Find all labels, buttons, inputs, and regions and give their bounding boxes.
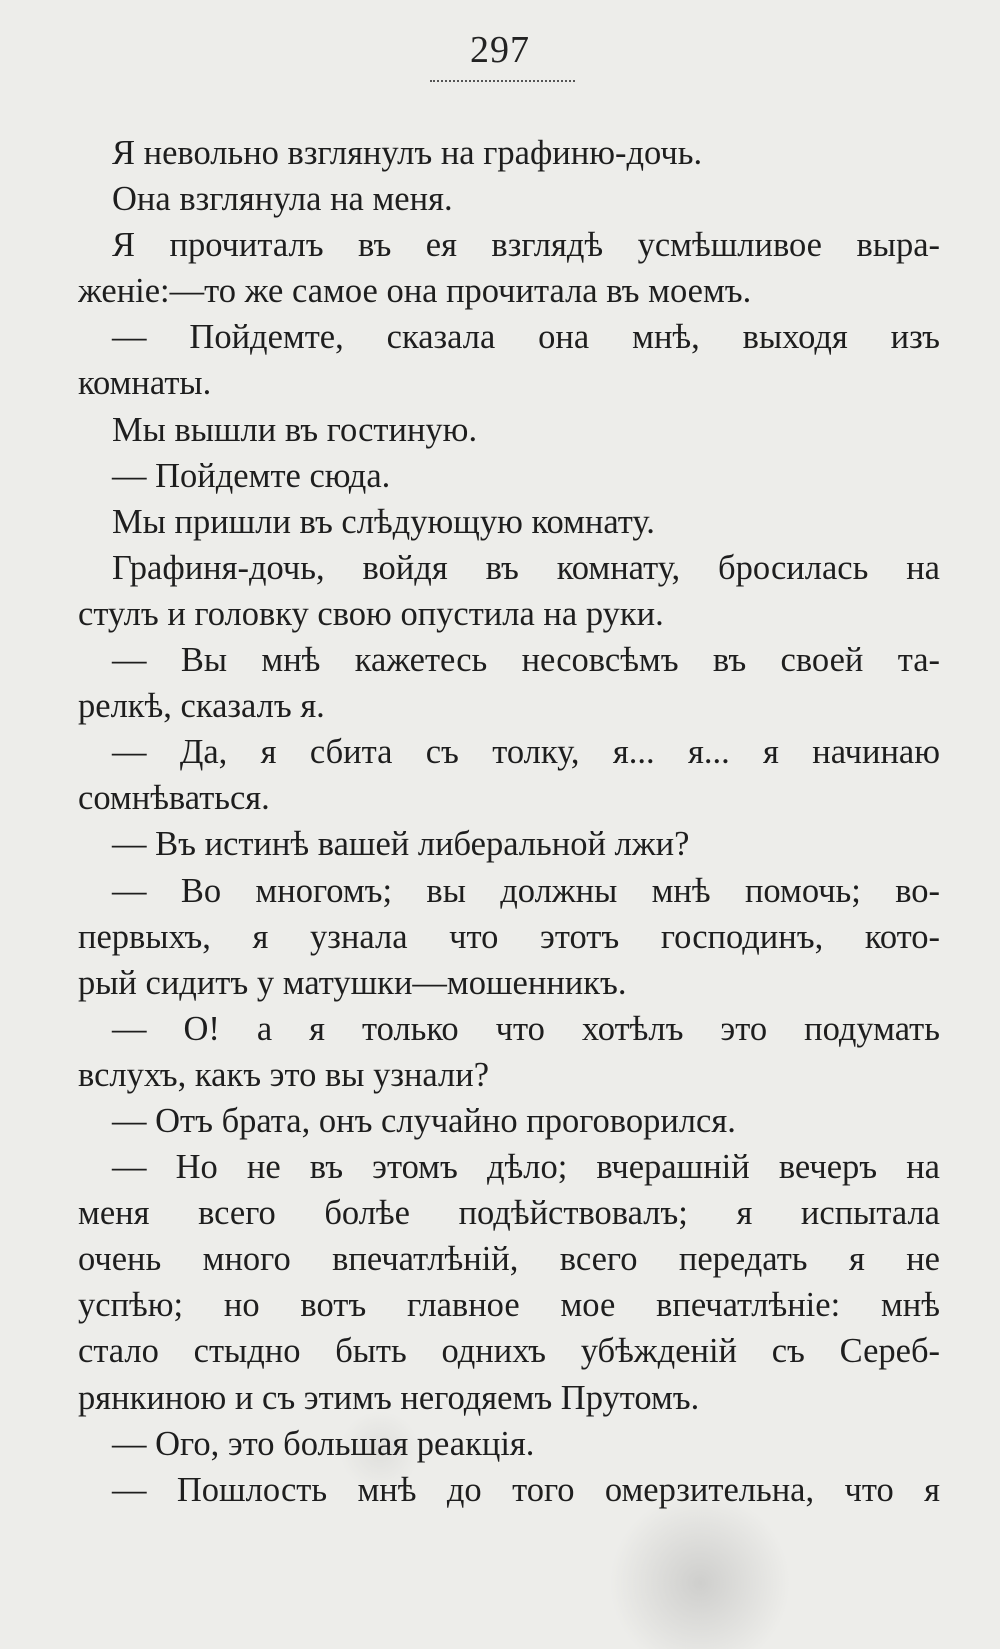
body-text xyxy=(78,130,940,1513)
page-number-rule xyxy=(430,80,575,82)
text-line: Графиня-дочь, войдя въ комнату, бросилась на xyxy=(112,548,940,587)
text-line: — Во многомъ; вы должны мнѣ помочь; во- xyxy=(112,871,940,910)
text-line: первыхъ, я узнала что этотъ господинъ, кото- xyxy=(78,917,940,956)
text-line: вслухъ, какъ это вы узнали? xyxy=(78,1055,490,1094)
text-line: — Пойдемте, сказала она мнѣ, выходя изъ xyxy=(112,318,940,357)
text-line: очень много впечатлѣній, всего передать я не xyxy=(78,1240,940,1279)
text-line: — Въ истинѣ вашей либеральной лжи? xyxy=(112,825,690,864)
text-line: комнаты. xyxy=(78,364,212,403)
text-line: — Ого, это большая реакція. xyxy=(112,1424,535,1463)
text-line: Я невольно взглянулъ на графиню-дочь. xyxy=(112,134,703,172)
text-line: Мы вышли въ гостиную. xyxy=(112,410,478,449)
text-line: Я прочиталъ въ ея взглядѣ усмѣшливое выра- xyxy=(112,226,940,265)
text-line: успѣю; но вотъ главное мое впечатлѣніе: мнѣ xyxy=(78,1286,940,1325)
text-line: — О! а я только что хотѣлъ это подумать xyxy=(112,1009,940,1048)
text-line: рый сидитъ у матушки—мошенникъ. xyxy=(78,963,627,1002)
text-line: релкѣ, сказалъ я. xyxy=(78,687,325,726)
text-line: — Да, я сбита съ толку, я... я... я начинаю xyxy=(112,733,940,772)
text-line: — Пошлость мнѣ до того омерзительна, что я xyxy=(112,1470,940,1509)
text-line: стулъ и головку свою опустила на руки. xyxy=(78,594,664,633)
text-line: меня всего болѣе подѣйствовалъ; я испытала xyxy=(78,1194,940,1233)
text-line: — Но не въ этомъ дѣло; вчерашній вечеръ на xyxy=(112,1148,940,1187)
text-line: Мы пришли въ слѣдующую комнату. xyxy=(112,502,655,541)
text-line: рянкиною и съ этимъ негодяемъ Прутомъ. xyxy=(78,1378,700,1417)
text-line: женіе:—то же самое она прочитала въ моемъ. xyxy=(78,272,752,311)
text-line: — Отъ брата, онъ случайно проговорился. xyxy=(112,1101,736,1140)
text-line: — Вы мнѣ кажетесь несовсѣмъ въ своей та- xyxy=(112,641,940,680)
text-line: — Пойдемте сюда. xyxy=(112,456,391,495)
text-line: стало стыдно быть однихъ убѣжденій съ Сереб- xyxy=(78,1332,940,1371)
text-line: сомнѣваться. xyxy=(78,779,270,818)
page-number: 297 xyxy=(470,29,530,71)
text-line: Она взглянула на меня. xyxy=(112,180,453,219)
